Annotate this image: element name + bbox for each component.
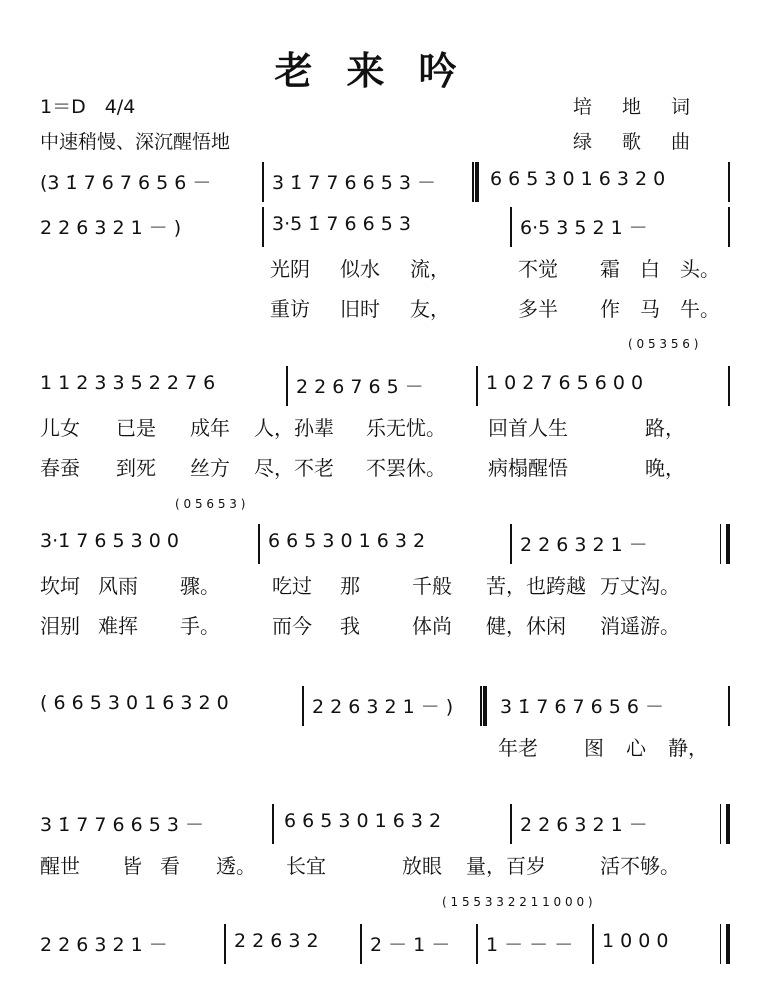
lyric: 图 (584, 736, 604, 760)
measure-group: (3 1̇ 7 6 7 6 5 6 － (40, 172, 212, 194)
barline (510, 207, 512, 247)
lyric: 看 (160, 854, 180, 878)
measure-group: 6 6 5 3 0 1 6 3 2 0 (490, 168, 666, 190)
lyric: 霜 (600, 257, 620, 281)
barline (258, 524, 260, 564)
lyricist-credit: 培地词 (572, 96, 720, 118)
measure-group: 2 2 6 3 2 1 － ) (40, 217, 182, 239)
measure-group: 2 2 6 3 2 1 － (520, 814, 648, 836)
lyric: 路， (645, 416, 685, 440)
lyric: 万丈沟。 (600, 574, 680, 598)
lyric: 消遥游。 (600, 614, 680, 638)
lyric: 牛。 (680, 297, 720, 321)
repeat-end (720, 524, 730, 564)
barline (728, 686, 730, 726)
lyric: 醒世 (40, 854, 80, 878)
page-title: 老来吟 (274, 48, 491, 93)
measure-group: ( 6 6 5 3 0 1 6 3 2 0 (40, 692, 229, 714)
lyric: 春蚕 (40, 456, 80, 480)
notation-row (40, 213, 730, 251)
lyric: 头。 (680, 257, 720, 281)
lyric: 回首人生 (488, 416, 568, 440)
lyric: 手。 (180, 614, 220, 638)
lyric: 友， (410, 297, 450, 321)
ornament: ( 0 5 6 5 3 ) (175, 497, 246, 511)
lyric: 而今 (272, 614, 312, 638)
measure-group: 6 6 5 3 0 1 6 3 2 (284, 810, 442, 832)
measure-group: 1 0 2 7 6 5 6 0 0 (486, 372, 644, 394)
lyric: 那 (340, 574, 360, 598)
barline (262, 162, 264, 202)
lyric: 人，孙辈 (254, 416, 334, 440)
measure-group: 6·5 3 5 2 1 － (520, 217, 648, 239)
lyric: 光阴 (270, 257, 310, 281)
tempo-marking: 中速稍慢、深沉醒悟地 (40, 131, 231, 153)
measure-group: 3 1̇ 7 7 6 6 5 3 － (272, 172, 437, 194)
barline (286, 366, 288, 406)
lyric: 健，休闲 (486, 614, 566, 638)
notation-row (40, 692, 730, 730)
notation-row (40, 930, 730, 968)
lyric: 不罢休。 (366, 456, 446, 480)
barline (728, 162, 730, 202)
lyric: 流， (410, 257, 450, 281)
lyric: 作 (600, 297, 620, 321)
final-barline (720, 924, 730, 964)
lyric: 病榻醒悟 (488, 456, 568, 480)
measure-group: 3·5 1̇ 7 6 6 5 3 (272, 213, 411, 235)
lyric: 静， (668, 736, 708, 760)
measure-group: 2 2 6 3 2 1 － ) (312, 696, 454, 718)
barline (476, 366, 478, 406)
lyric: 体尚 (412, 614, 452, 638)
lyric: 到死 (116, 456, 156, 480)
barline (360, 924, 362, 964)
barline (302, 686, 304, 726)
lyric: 透。 (216, 854, 256, 878)
lyric: 吃过 (272, 574, 312, 598)
lyric: 我 (340, 614, 360, 638)
repeat-start (480, 686, 490, 726)
measure-group: 6 6 5 3 0 1 6 3 2 (268, 530, 426, 552)
lyric: 尽，不老 (254, 456, 334, 480)
measure-group: 2 2 6 3 2 (234, 930, 319, 952)
ornament: ( 0 5 3 5 6 ) (628, 337, 699, 351)
barline (262, 207, 264, 247)
lyric: 白 (640, 257, 660, 281)
measure-group: 1 － － － (486, 934, 574, 956)
lyric: 重访 (270, 297, 310, 321)
measure-group: 3 1̇ 7 7 6 6 5 3 － (40, 814, 205, 836)
lyric: 放眼 (402, 854, 442, 878)
lyric: 长宜 (286, 854, 326, 878)
key-signature: 1＝D 4/4 (40, 96, 136, 118)
lyric: 乐无忧。 (366, 416, 446, 440)
lyric: 苦，也跨越 (486, 574, 586, 598)
lyric: 骤。 (180, 574, 220, 598)
measure-group: 2 2 6 3 2 1 － (40, 934, 168, 956)
notation-row (40, 372, 730, 410)
barline (224, 924, 226, 964)
barline (476, 924, 478, 964)
barline (728, 366, 730, 406)
notation-row (40, 810, 730, 848)
notation-row (40, 168, 730, 206)
lyric: 皆 (122, 854, 142, 878)
lyric: 难挥 (98, 614, 138, 638)
lyric: 儿女 (40, 416, 80, 440)
measure-group: 3·1̇ 7 6 5 3 0 0 (40, 530, 179, 552)
measure-group: 1 0 0 0 (602, 930, 669, 952)
lyric: 活不够。 (600, 854, 680, 878)
lyric: 已是 (116, 416, 156, 440)
lyric: 多半 (518, 297, 558, 321)
lyric: 风雨 (98, 574, 138, 598)
measure-group: 2 － 1 － (370, 934, 451, 956)
measure-group: 2 2 6 3 2 1 － (520, 534, 648, 556)
barline (510, 804, 512, 844)
measure-group: 3 1̇ 7 6 7 6 5 6 － (500, 696, 665, 718)
barline (728, 207, 730, 247)
barline (272, 804, 274, 844)
repeat-end (720, 804, 730, 844)
lyric: 年老 (498, 736, 538, 760)
barline (592, 924, 594, 964)
lyric: 似水 (340, 257, 380, 281)
ornament: ( 1 5 5 3 3 2 2 1 1 0 0 0 ) (442, 895, 593, 909)
lyric: 马 (640, 297, 660, 321)
lyric: 丝方 (190, 456, 230, 480)
notation-row (40, 530, 730, 568)
lyric: 千般 (412, 574, 452, 598)
lyric: 旧时 (340, 297, 380, 321)
measure-group: 2 2 6 7 6 5 － (296, 376, 424, 398)
composer-credit: 绿歌曲 (572, 131, 720, 153)
lyric: 不觉 (518, 257, 558, 281)
barline (510, 524, 512, 564)
lyric: 泪别 (40, 614, 80, 638)
lyric: 坎坷 (40, 574, 80, 598)
lyric: 晚， (645, 456, 685, 480)
lyric: 量，百岁 (466, 854, 546, 878)
lyric: 成年 (190, 416, 230, 440)
lyric: 心 (626, 736, 646, 760)
measure-group: 1 1 2 3 3 5 2 2 7 6 (40, 372, 216, 394)
repeat-start (472, 162, 482, 202)
